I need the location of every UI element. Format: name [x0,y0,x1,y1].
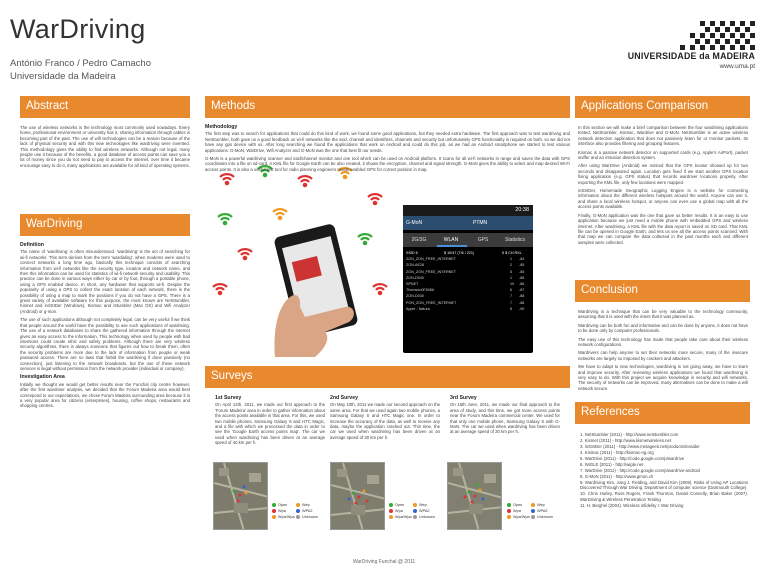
legend-item [389,514,412,520]
legend-label: Unknown [537,515,553,519]
row-rxl: -85 [519,263,525,268]
row-ch: 2 [510,263,513,268]
poster-title: WarDriving [10,14,146,44]
reference-item: 2. Kismet (2011) - http://www.kismetwireless.net [580,438,672,443]
reference-item: 9. Wardriving Kim, Jong J. Fielding, and David Kim (2005). Risks of Using AP Locations Discovered Through War Driving. Department of computer science (Dartmouth College) [580,480,748,491]
comparison-header: Applications Comparison [575,96,750,118]
phone-tab-gps: GPS [477,237,489,243]
legend-dot-icon [389,515,393,519]
conclusion-body [578,309,748,394]
legend-dot-icon [413,515,417,519]
survey-3-map [447,462,502,530]
legend-dot-icon [296,515,300,519]
survey-2-title: 2nd Survey [330,395,358,401]
survey-2-text: On May 10th, 2011 we made our second approach on the same area. For that we used again two mobile phones, a Samsung Galaxy S and HTC Magic one. In order to increase the accuracy of the data, as well to receive any data, maybe the application crashed out. This time, the car we used when wardriving has been driven at an average speed of 30 km per h. [330,402,440,440]
survey-3-legend-area [505,462,555,530]
comparison-text-5: Finally, G-MoN application was the one that gave us better results. It is an easy to use application because we just need a mobile phone with embedded GPS and wireless internet. After wardriving, a KML file with the data report is saved on SD card. That KML file can be opened in Google Earth, and lets us see all the access points scanned. With that map we can compare the data collected in the past months each and different samples were collected. [578,212,748,245]
legend-dot-icon [507,503,511,507]
survey-1 [215,396,325,449]
legend-dot-icon [272,515,276,519]
reference-text: G-MoN (2011) - http://www.gmon.ch [584,474,654,479]
row-ch: 7 [510,300,513,305]
surveys-header: Surveys [205,366,570,388]
references-list [580,432,748,508]
survey-3-legend-col2 [531,502,553,520]
conclusion-text-3: The easy use of this technology has made that people take care about their wireless network configurations. [578,336,748,348]
legend-item [531,514,553,520]
row-ch: 6 [510,288,513,293]
legend-label: Wpa/Wpa [395,515,412,519]
legend-dot-icon [389,503,393,507]
reference-text: Kismet (2011) - http://www.kismetwireless.net [584,438,672,443]
row-ssid: ZON-D030 [406,294,424,299]
legend-dot-icon [296,503,300,507]
logo-url: www.uma.pt [719,63,755,70]
reference-text: H. Berghel (2004). Wireless infidelity I: War Driving [586,502,684,508]
survey-2-map [330,462,385,530]
reference-text: NetStumbler (2011) - http://www.netstumbler.com [584,432,679,437]
survey-1-title: 1st Survey [215,395,242,401]
methods-text-2: G-MoN is a powerful wardriving scanner and ssid/channel monitor and one tool which can be used on Android platform. It scans for all wi-fi networks in range and saves the data with GPS coordinates into a file on sd-card. A KML file for Google Earth can be also created, it shows the encryption, channel and signal strength. G-MoN gives the ability to select and map desired Wi-Fi access points. It is also a useful test tool for radio planning engineers needs enabled GPS for correct position in map. [205,156,570,172]
row-ssid: SPNET [406,281,419,286]
row-ch: 8 [510,306,513,311]
abstract-body [20,125,190,171]
definition-text: The name of 'wardriving' is often misunderstood. 'wardriving' is the act of searching for wi-fi networks. This term derives from the term 'wardialing', when modems were used to connect networks a long time ago, basically this technique consists of searching information from wi-fi networks like the security type, location and network name, and then this information can be used for statistics of wi-fi network security and usability. This practice can be done in various ways either by car or by foot, through a portable phone, using a GPS enabled device. In short, any hardware that supports wi-fi. Despite the popularity of using a GPS to collect the exact location of each network, there is the possibility of using a map to mark the positions if you do not have a GPS. There is a great variety of available software for this purpose, the most known are NetStumbler, Kismet and inSSIDer (Windows), Kismac and iStumbler (Mac OS) and Wifi Analyzer (Android) or g-mon. [20,249,190,314]
col-count: $ 10/47 (7/6 / 221) [444,251,475,255]
col-ssid: SSID 6 [406,251,418,255]
reference-item: 7. WarDrive (2011) - http://code.google.com/p/wardrive-android [580,468,700,473]
legend-label: Wep [302,503,310,507]
reference-text: WiGLE (2011) - http://wigle.net [584,462,644,467]
legend-label: Unknown [419,515,435,519]
legend-dot-icon [413,503,417,507]
reference-item: 1. NetStumbler (2011) - http://www.netstumbler.com [580,432,679,437]
phone-tab-statistics: Statistics [504,237,525,243]
usage-text: The use of such applications although not completely legal, can be very useful if we think that people around the world have the possibility to use such applications of wardriving. The use of a network databases to share the gathered information through the internet gives an easy access to the information. This technology when used by people with bad intentions could create ethic and safety problems. Although there are very wireless security algorithms, there is always someone that figures out how to break them, often the security problems are more due to the lack of information from people or weak password access. There are no laws that forbid the wardriving if done passively (no connection), just listening to the network broadcasts, but the use of these network services is ilegal without permission from the network provider (individual or company). [20,317,190,371]
definition-title: Definition [20,242,44,248]
legend-label: Wpa [513,509,521,513]
legend-item [413,514,435,520]
affiliation: Universidade da Madeira [10,71,116,82]
row-rxl: -88 [519,294,525,299]
legend-dot-icon [413,509,417,513]
legend-label: Wpa/Wpa [513,515,530,519]
legend-label: Open [395,503,405,507]
phone-list-row [406,307,530,313]
phone-status-bar [403,205,533,216]
legend-label: Wep [419,503,427,507]
survey-2-legend [389,502,412,520]
legend-item [507,514,530,520]
authors: António Franco / Pedro Camacho [10,58,151,69]
phone-view-tabs [403,233,533,247]
survey-1-legend [272,502,295,520]
row-rxl: -88 [519,300,525,305]
legend-dot-icon [272,503,276,507]
comparison-text-4: inSSIDer, Homemade Geographic Logging Engine is a website for connecting information about the different wireless hotspots around the world. Anyone can use it, and share a local wireless hotspot, or anyone can even use a global map with all the access points available. [578,188,748,210]
wardriving-body [20,243,190,412]
row-ssid: PON_ZON_FREE_INTERNET [406,300,457,305]
reference-text: Chris Hurley, Russ Rogers, Frank Thornton, Daniel Connelly, Brian Baker (2007). WarDriving & Wireless Penetration Testing [580,491,748,502]
abstract-text: The use of wireless networks is the technology most commonly used nowadays. Every home, professional environment or university has it, sharing information through cables is becoming part of the past. The use of wifi technologies can be a reason because of the lack of physical security and with this new technologies like wardriving were invented. This methodology gives the ability to find wireless networks. Although not legal, many people use it because of the benefits, a good database of access points can save you a lot of money since you do not need to pay to access the internet, over time it became encourage easy to do it, many applications are available for all kind of operating systems. [20,125,190,168]
survey-2-legend-col2 [413,502,435,520]
phone-network-list [406,251,530,313]
reference-item: 4. Kismac (2011) - http://kismac-ng.org [580,450,654,455]
methods-body [205,125,570,175]
survey-2 [330,396,440,443]
row-ssid: Apple - Natura [406,306,430,311]
wardriving-header: WarDriving [20,214,190,236]
reference-item: 3. inSSIDer (2011) - http://www.metageek.net/products/inssider [580,444,700,449]
legend-dot-icon [531,509,535,513]
reference-item: 5. WarDrive (2011) - http://code.google.com/p/wardrive [580,456,685,461]
wardriving-illustration [205,157,395,357]
legend-label: Unknown [302,515,318,519]
legend-dot-icon [531,503,535,507]
aerial-map-icon [214,463,268,530]
survey-1-legend-col2 [296,502,318,520]
reference-item: 11. H. Berghel (2004). Wireless infidelity I: War Driving [580,502,684,508]
phone-tab-wlan: WLAN [443,237,459,243]
phone-time: 20:38 [515,207,529,213]
methods-header: Methods [205,96,570,118]
row-rxl: -90 [519,306,525,311]
row-ssid: ZON_ZON_FREE_INTERNET [406,257,456,262]
survey-1-map [213,462,268,530]
survey-1-legend-area [270,462,320,530]
col-ch-rxl: 5 $ CH RXL [502,251,522,255]
references-body [580,432,748,509]
survey-2-legend-area [387,462,437,530]
row-ch: 1 [510,275,513,280]
phone-app-tabs [403,216,533,230]
row-ch: 6 [510,269,513,274]
conclusion-text-2: Wardriving can be both fun and informative and can be done by anyone, it does not have to be done only by computer professionals. [578,322,748,334]
header [0,0,768,90]
reference-item: 10. Chris Hurley, Russ Rogers, Frank Thornton, Daniel Connelly, Brian Baker (2007). WarDriving & Wireless Penetration Testing [580,491,748,502]
reference-item: 8. G-MoN (2011) - http://www.gmon.ch [580,474,654,479]
legend-item [272,514,295,520]
references-header: References [575,402,750,424]
survey-3-text: On 15th June, 2011, we made our final approach to the area of study, and this time, we got more access points near the Forum Madeira commercial center. We used for that only one mobile phone, Samsung Galaxy S with G-MoN. The car we used when wardriving has been driven at an average speed of 20 km per h. [450,402,560,435]
legend-dot-icon [272,509,276,513]
row-ssid: ZON-D940 [406,275,424,280]
comparison-text: In this section we will make a brief comparison between the four wardriving applications tested, NetStumbler, Kismac, Wardrive and G-MoN. NetStumbler is an active wireless network detection application that does not passively listen for or monitor packets. Its interface also provides filtering and grouping features. [578,125,748,147]
legend-label: Wpa [278,509,286,513]
aerial-map-icon [448,463,502,530]
row-rxl: -87 [519,288,525,293]
legend-label: WPA2 [419,509,430,513]
reference-text: Kismac (2011) - http://kismac-ng.org [584,450,654,455]
row-rxl: -84 [519,257,525,262]
legend-label: Wpa [395,509,403,513]
legend-label: Wpa/Wpa [278,515,295,519]
conclusion-header: Conclusion [575,280,750,302]
legend-dot-icon [531,515,535,519]
abstract-header: Abstract [20,96,190,118]
comparison-text-3: After using WarDrive (Android) we noticed that the GPS locator showed up for two seconds and disappeared again. Location gets fixed if we start another GPS location fixing application (e.g. GPS status) that records wardriver locations properly. After exporting the KML file, only few locations were mapped. [578,163,748,185]
row-ch: 1 [510,257,513,262]
legend-label: WPA2 [302,509,313,513]
conclusion-text-4: Wardrivers can help anyone to set their networks more secure, many of the insecure networks are largely so imposed by crackers and attackers. [578,350,748,361]
area-title: Investigation Area [20,374,65,381]
gmon-screenshot [403,205,533,353]
methodology-title: Methodology [205,124,238,130]
conclusion-text: Wardriving is a technique that can be very valuable to the technology community, assuming that it is used with the intent that it was planned as. [578,309,748,320]
row-rxl: -86 [519,281,525,286]
row-ssid: Thomson0F8086 [406,288,434,293]
comparison-text-2: Kismac is a passive network detector on supported cards (e.g. Apple's AirPort), packet sniffer and an intrusion detection system. [578,149,748,161]
legend-label: WPA2 [537,509,548,513]
survey-3-title: 3rd Survey [450,395,477,401]
footer: WarDriving Funchal @ 2011 [352,559,416,565]
reference-text: inSSIDer (2011) - http://www.metageek.net/products/inssider [584,444,700,449]
legend-dot-icon [296,509,300,513]
legend-label: Open [513,503,523,507]
phone-tab-gmon: G-MoN [406,220,423,226]
reference-item: 6. WiGLE (2011) - http://wigle.net [580,462,644,467]
legend-dot-icon [389,509,393,513]
logo-mark-icon [660,20,755,50]
legend-label: Open [278,503,288,507]
legend-label: Wep [537,503,545,507]
row-rxl: -86 [519,275,525,280]
reference-text: WarDrive (2011) - http://code.google.com/p/wardrive-android [584,468,700,473]
row-ssid: ZON_ZON_FREE_INTERNET [406,269,456,274]
university-logo [620,20,755,78]
aerial-map-icon [331,463,385,530]
area-text: Initially we thought we would get better results near the Funchal city centre however, after the first wardriver analysis, we decided that the Forum Madeira area would best correspond to our expectations, we chose Forum Madeira surrounding area because it is a very popular area for citizens (enterprises), housing, coffee shops, restaurants and shopping centres. [20,381,190,409]
survey-3 [450,396,560,438]
phone-tab-ptmn: PTMN [473,220,488,226]
survey-1-text: On April 14th, 2011, we made our first approach to the 'Forum Madeira' area in order to gather information about the access points available in that area. For this, we used two mobile phones, Samsung Galaxy S and HTC Magic, and a file with which we processed the data in order to see the 'Google Earth access points map'. The car we used when wardriving has been driven at an average speed of 40 km per h. [215,402,325,446]
logo-name: UNIVERSIDADE da MADEIRA [627,51,755,61]
legend-item [296,514,318,520]
row-rxl: -85 [519,269,525,274]
row-ssid: ZON-AE28 [406,263,425,268]
legend-dot-icon [507,509,511,513]
survey-3-legend [507,502,530,520]
legend-dot-icon [507,515,511,519]
reference-text: WarDrive (2011) - http://code.google.com/p/wardrive [584,456,685,461]
phone-tab-indicator [437,245,467,247]
reference-text: Wardriving Kim, Jong J. Fielding, and David Kim (2005). Risks of Using AP Locations Discovered Through War Driving. Department of computer science (Dartmouth College) [580,480,748,491]
row-ch: 7 [510,294,513,299]
comparison-body [578,125,748,248]
methods-text: The first step was to search for applications that could do this kind of work, we found some good applications, but they needed extra hardware. The first approach was to test wardriving and NetStumbler, both gave us a good feedback on wi-fi networks like the ssid, channel and identifiers, channels and security but unfortunately GPS functionality is required on both, so we did not have any gps device with us. After long searching we found the applications that work on Android and could do this job, as we had an Android smartphone we started to test various applications: G-MoN, WarDrive, Wifi Analyzer and G-MoN was the one that best fit our needs. [205,131,570,153]
conclusion-text-5: We have to adapt to new technologies, wardriving is not going away, we have to learn and improve security. After reviewing wireless applications we found that wardriving is very easy to do. With this project we acquire knowledge in security and wifi networks. The security of networks can be improved, many alternatives can be done to make a wifi network secure. [578,364,748,391]
phone-tab-2g3g: 2G/3G [411,237,427,243]
row-ch: 10 [510,281,515,286]
